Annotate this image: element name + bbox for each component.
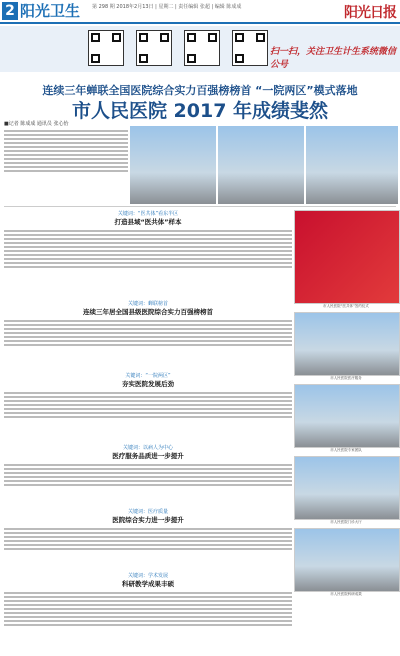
- qr-code-icon: [136, 30, 172, 66]
- banner-slogan: 扫一扫，关注卫生计生系统微信公号: [270, 47, 397, 70]
- headline-title: 市人民医院 2017 年成绩斐然: [71, 100, 329, 122]
- qr-code-icon: [232, 30, 268, 66]
- section-heading: 医院综合实力进一步提升: [112, 516, 184, 524]
- section-heading: 夯实医院发展后劲: [122, 380, 174, 388]
- section-heading: 科研教学成果丰硕: [122, 580, 174, 588]
- photo-caption: 市人民医院医疗服务: [330, 376, 362, 380]
- section-keyword: 关键词：“一院两区”: [125, 373, 171, 379]
- event-photo: [294, 528, 400, 592]
- qr-code-icon: [184, 30, 220, 66]
- section-keyword: 关键词：“医共体”看东半区: [117, 211, 179, 217]
- newspaper-logo: 阳光日报: [344, 5, 396, 21]
- photo-caption: 市人民医院专家团队: [330, 448, 362, 452]
- hospital-photo: [130, 126, 216, 204]
- hospital-photo: [306, 126, 398, 204]
- event-photo: [294, 210, 400, 304]
- body-text: [4, 590, 292, 652]
- section-keyword: 关键词：学术发展: [127, 573, 168, 579]
- qr-code-icon: [88, 30, 124, 66]
- body-text: [4, 318, 292, 368]
- section-keyword: 关键词：医疗质量: [127, 509, 168, 515]
- body-text: [4, 462, 292, 504]
- section-keyword: 关键词：以病人为中心: [122, 445, 173, 451]
- divider: [4, 206, 396, 207]
- body-text: [4, 390, 292, 440]
- photo-caption: 市人民医院门诊大厅: [330, 520, 362, 524]
- headline-subtitle: 连续三年蝉联全国医院综合实力百强榜榜首 “一院两区”模式落地: [42, 84, 358, 97]
- hospital-photo: [218, 126, 304, 204]
- issue-meta: 第 298 期 2018年2月13日 | 星期二 | 责任编辑 张超 | 编辑 陈成成: [92, 4, 242, 10]
- photo-caption: 市人民医院“医共体”签约仪式: [323, 304, 369, 308]
- section-heading: 打造县域“医共体”样本: [114, 218, 182, 226]
- event-photo: [294, 312, 400, 376]
- section-heading: 医疗服务品质进一步提升: [112, 452, 184, 460]
- event-photo: [294, 384, 400, 448]
- body-text: [4, 228, 292, 296]
- page-header: [0, 0, 400, 24]
- section-heading: 连续三年居全国县级医院综合实力百强榜榜首: [83, 308, 213, 316]
- photo-caption: 市人民医院科研成果: [330, 592, 362, 596]
- page-number: 2: [2, 2, 18, 20]
- section-keyword: 关键词：蝉联榜首: [127, 301, 168, 307]
- section-title: 阳光卫生: [20, 2, 81, 20]
- byline: ■记者 陈成成 通讯员 张心怡: [4, 121, 69, 127]
- event-photo: [294, 456, 400, 520]
- lead-paragraph: [4, 128, 128, 204]
- body-text: [4, 526, 292, 568]
